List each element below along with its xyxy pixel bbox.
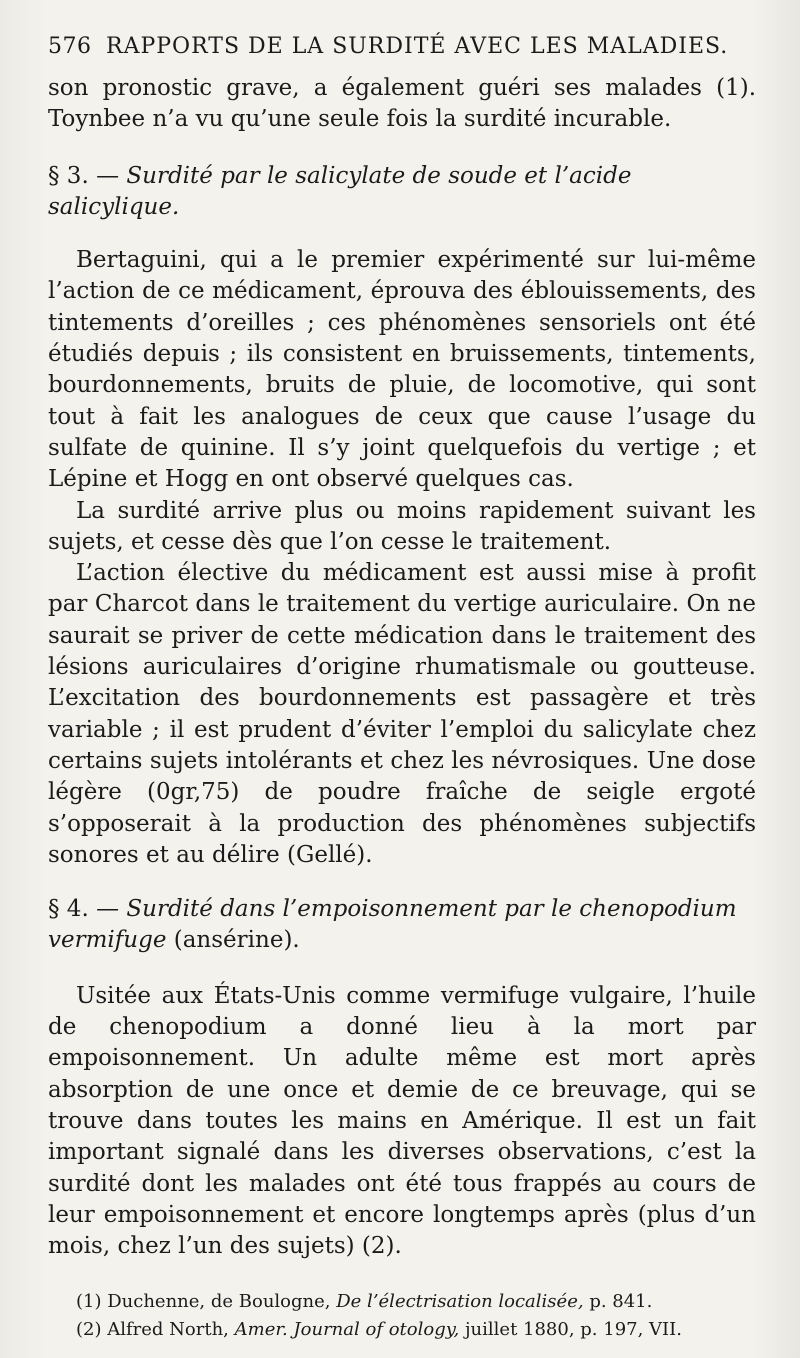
footnote-2-date: juillet 1880, p. 197, VII.: [464, 1319, 682, 1341]
section-3-title: Surdité par le salicylate de soude et l’acide salicylique.: [48, 162, 632, 220]
footnotes: [48, 1288, 756, 1344]
section-3-number: § 3. —: [48, 162, 120, 189]
section-4-heading: [48, 894, 756, 957]
page-content: [48, 34, 756, 1344]
footnote-2-label: (2): [76, 1319, 102, 1341]
page-number: 576: [48, 34, 92, 59]
section-4-number: § 4. —: [48, 896, 120, 923]
footnote-1-work: De l’électrisation localisée,: [336, 1291, 584, 1313]
footnote-2-author: Alfred North,: [107, 1319, 229, 1341]
running-title: RAPPORTS DE LA SURDITÉ AVEC LES MALADIES.: [106, 34, 729, 59]
footnote-1: [48, 1288, 756, 1316]
section-4-subtitle: (ansérine).: [173, 927, 300, 954]
footnote-1-author: Duchenne, de Boulogne,: [107, 1291, 331, 1313]
footnote-2: [48, 1316, 756, 1344]
paragraph-chenopodium: Usitée aux États-Unis comme vermifuge vulgaire, l’huile de chenopodium a donné lieu à la mort par empoisonnement. Un adulte même est mort après absorption de une once et demie de ce breuvage, qui se trouve dans toutes les mains en Amérique. Il est un fait important signalé dans les diverses observations, c’est la surdité dont les malades ont été tous frappés au cours de leur empoisonnement et encore longtemps après (plus d’un mois, chez l’un des sujets) (2).: [48, 982, 756, 1260]
section-3-heading: [48, 161, 756, 224]
paragraph-action-elective: L’action élective du médicament est aussi mise à profit par Charcot dans le traitement du vertige auriculaire. On ne saurait se priver de cette médication dans le traitement des lésions auriculaires d’origine rhumatismale ou goutteuse. L’excitation des bourdonnements est passagère et très variable ; il est prudent d’éviter l’emploi du salicylate chez certains sujets intolérants et chez les névrosiques. Une dose légère (0gr,75) de poudre fraîche de seigle ergoté s’opposerait à la production des phénomènes subjectifs sonores et au délire (Gellé).: [48, 560, 756, 868]
section-4-title: Surdité dans l’empoisonnement par le chenopodium vermifuge: [48, 896, 737, 954]
footnote-1-page: p. 841.: [589, 1291, 653, 1313]
paragraph-bertaguini: Bertaguini, qui a le premier expérimenté sur lui-même l’action de ce médicament, éprouva des éblouissements, des tintements d’oreilles ; ces phénomènes sensoriels ont été étudiés depuis ; ils consistent en bruissements, tintements, bourdonnements, bruits de pluie, de locomotive, qui sont tout à fait les analogues de ceux que cause l’usage du sulfate de quinine. Il s’y joint quelquefois du vertige ; et Lépine et Hogg en ont observé quelques cas.: [48, 247, 756, 493]
paragraph-surdite: La surdité arrive plus ou moins rapidement suivant les sujets, et cesse dès que l’on cesse le traitement.: [48, 497, 756, 555]
footnote-1-label: (1): [76, 1291, 102, 1313]
paragraph-intro: son pronostic grave, a également guéri ses malades (1). Toynbee n’a vu qu’une seule fois la surdité incurable.: [48, 75, 756, 133]
footnote-2-journal: Amer. Journal of otology,: [234, 1319, 460, 1341]
page-header: [48, 34, 756, 59]
